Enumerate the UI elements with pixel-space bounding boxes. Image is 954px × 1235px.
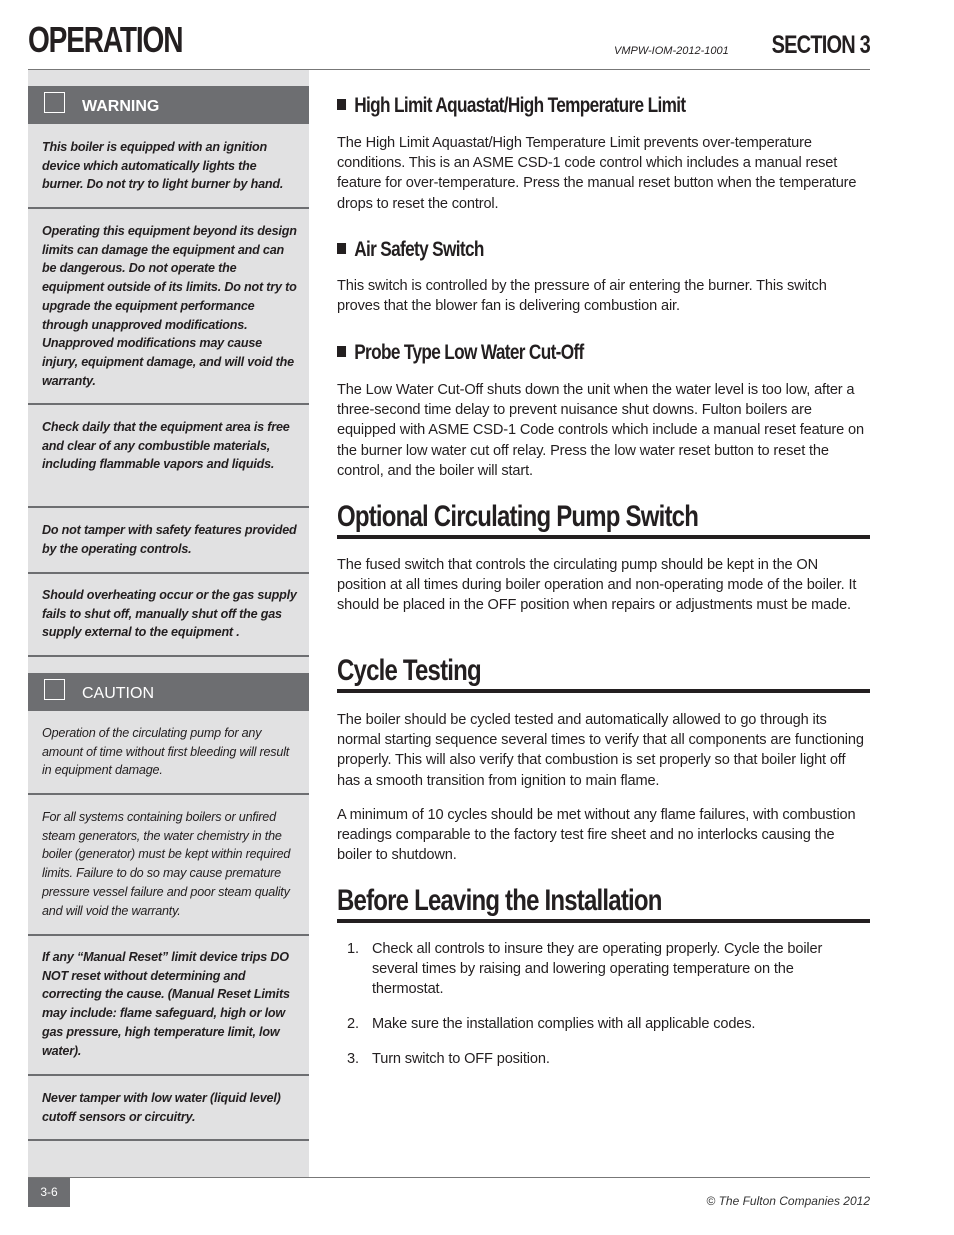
sidebar-divider bbox=[28, 506, 309, 508]
sidebar-divider bbox=[28, 403, 309, 405]
page-number: 3-6 bbox=[28, 1178, 70, 1207]
sidebar-divider bbox=[28, 1139, 309, 1141]
caution-item: Never tamper with low water (liquid level) cutoff sensors or circuitry. bbox=[42, 1091, 281, 1124]
caution-item: Operation of the circulating pump for any amount of time without first bleeding will result in equipment damage. bbox=[42, 726, 290, 778]
paragraph-air-safety: This switch is controlled by the pressure of air entering the burner. This switch proves that the blower fan is delivering combustion air. bbox=[337, 278, 827, 315]
warning-item: Check daily that the equipment area is free and clear of any combustible materials, including flammable vapors and liquids. bbox=[42, 420, 290, 472]
heading-underline bbox=[337, 919, 870, 923]
sidebar-divider bbox=[28, 207, 309, 209]
sidebar-divider bbox=[28, 572, 309, 574]
paragraph-pump-switch: The fused switch that controls the circulating pump should be kept in the ON position at all times during boiler operation and non-operating mode of the boiler. It should be placed in the OFF position when repairs or adjustments must be made. bbox=[337, 557, 857, 614]
subheading-high-limit: High Limit Aquastat/High Temperature Limit bbox=[337, 94, 685, 118]
paragraph-probe-lwco: The Low Water Cut-Off shuts down the unit when the water level is too low, after a three-second time delay to prevent nuisance shut downs. Fulton boilers are equipped with ASME CSD-1 Code controls which include a manual reset feature on the burner low water cut off relay. Press the low water reset button to reset the control, and the boiler will start. bbox=[337, 382, 864, 479]
copyright-notice: © The Fulton Companies 2012 bbox=[706, 1194, 870, 1208]
document-code: VMPW-IOM-2012-1001 bbox=[614, 45, 729, 57]
warning-label: WARNING bbox=[82, 98, 160, 115]
heading-before-leaving: Before Leaving the Installation bbox=[337, 884, 662, 917]
sidebar-divider bbox=[28, 934, 309, 936]
list-text: Check all controls to insure they are operating properly. Cycle the boiler several times by raising and lowering operating temperature on the thermostat. bbox=[372, 941, 823, 998]
warning-header bbox=[28, 86, 309, 124]
heading-underline bbox=[337, 689, 870, 693]
paragraph-cycle-testing-2: A minimum of 10 cycles should be met without any flame failures, with combustion readings comparable to the factory test fire sheet and no interlocks causing the boiler to shutdown. bbox=[337, 807, 856, 864]
subheading-air-safety: Air Safety Switch bbox=[337, 238, 484, 262]
caution-header bbox=[28, 673, 309, 711]
square-bullet-icon bbox=[337, 346, 346, 357]
warning-item: Should overheating occur or the gas supply fails to shut off, manually shut off the gas supply external to the equipment . bbox=[42, 588, 297, 640]
paragraph-cycle-testing-1: The boiler should be cycled tested and automatically allowed to go through its normal starting sequence several times to verify that all components are functioning properly. This will also verify that combustion is set properly so that boiler light off has a smooth transition from ignition to main flame. bbox=[337, 712, 864, 789]
heading-cycle-testing: Cycle Testing bbox=[337, 654, 481, 687]
list-text: Make sure the installation complies with all applicable codes. bbox=[372, 1016, 756, 1032]
page-title: OPERATION bbox=[28, 19, 183, 60]
caution-checkbox-icon bbox=[44, 679, 65, 700]
caution-item: If any “Manual Reset” limit device trips DO NOT reset without determining and correcting the cause. (Manual Reset Limits may include: flame safeguard, high or low gas pressure, high temperature limit, low water). bbox=[42, 950, 290, 1058]
section-label: SECTION 3 bbox=[771, 31, 870, 59]
sidebar-divider bbox=[28, 655, 309, 657]
warning-item: Operating this equipment beyond its design limits can damage the equipment and can be dangerous. Do not operate the equipment outside of its limits. Do not try to upgrade the equipment performance through unapproved modifications. Unapproved modifications may cause injury, equipment damage, and will void the warranty. bbox=[42, 224, 297, 388]
warning-item: This boiler is equipped with an ignition device which automatically lights the burner. Do not try to light burner by hand. bbox=[42, 140, 284, 192]
caution-label: CAUTION bbox=[82, 685, 154, 702]
list-text: Turn switch to OFF position. bbox=[372, 1051, 550, 1067]
sidebar-divider bbox=[28, 1074, 309, 1076]
square-bullet-icon bbox=[337, 243, 346, 254]
paragraph-high-limit: The High Limit Aquastat/High Temperature Limit prevents over-temperature conditions. This is an ASME CSD-1 code control which includes a manual reset feature for over-temperature. Press the manual reset button when the temperature drops to reset the control. bbox=[337, 135, 857, 212]
list-number: 3. bbox=[347, 1051, 359, 1067]
caution-item: For all systems containing boilers or unfired steam generators, the water chemistry in the boiler (generator) must be kept within required limits. Failure to do so may cause premature pressure vessel failure and poor steam quality and will void the warranty. bbox=[42, 810, 291, 918]
list-number: 1. bbox=[347, 941, 359, 957]
warning-checkbox-icon bbox=[44, 92, 65, 113]
heading-pump-switch: Optional Circulating Pump Switch bbox=[337, 500, 699, 533]
subheading-probe-lwco: Probe Type Low Water Cut-Off bbox=[337, 341, 584, 365]
heading-underline bbox=[337, 535, 870, 539]
warning-item: Do not tamper with safety features provided by the operating controls. bbox=[42, 523, 297, 556]
square-bullet-icon bbox=[337, 99, 346, 110]
footer-divider bbox=[28, 1177, 870, 1178]
sidebar-divider bbox=[28, 793, 309, 795]
list-number: 2. bbox=[347, 1016, 359, 1032]
